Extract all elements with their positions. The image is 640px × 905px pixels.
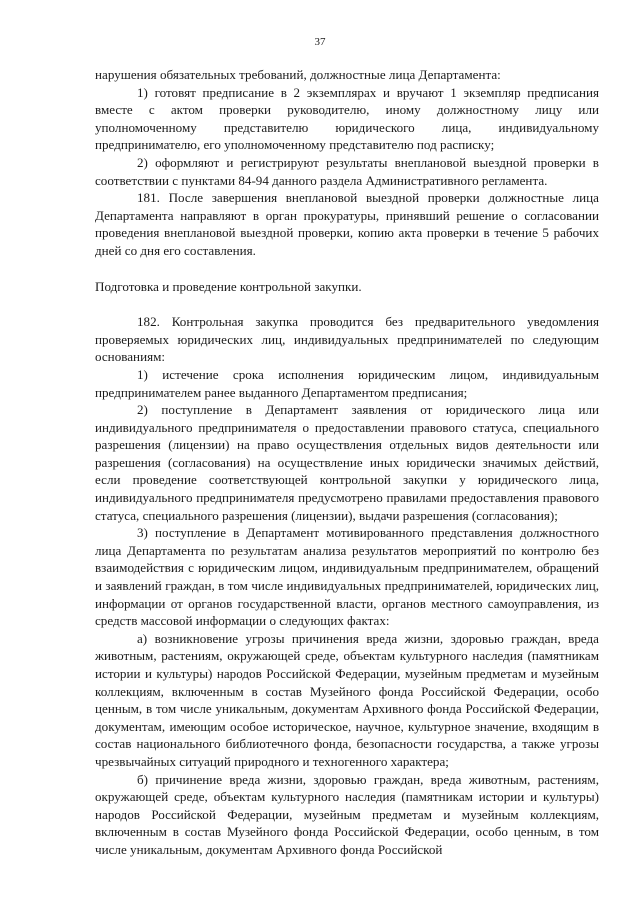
paragraph-182-item-3: 3) поступление в Департамент мотивированного представления должностного лица Департамента по результатам анализа результатов мероприятий по контролю без взаимодействия с юридическим лицом, индивидуальным предпринимателем, обращений и заявлений граждан, в том числе индивидуальных предпринимателей, юридических лиц, информации от органов государственной власти, органов местного самоуправления, из средств массовой информации о следующих фактах:	[95, 525, 599, 629]
document-body	[95, 66, 599, 859]
paragraph-182-subitem-a: а) возникновение угрозы причинения вреда жизни, здоровью граждан, вреда животным, растениям, окружающей среде, объектам культурного наследия (памятникам истории и культуры) народов Российской Федерации, музейным предметам и музейным коллекциям, включенным в состав Музейного фонда Российской Федерации, особо ценным, в том числе уникальным, документам Архивного фонда Российской Федерации, документам, имеющим особое историческое, научное, культурное значение, входящим в состав национального библиотечного фонда, безопасности государства, а также угрозы чрезвычайных ситуаций природного и техногенного характера;	[95, 630, 599, 769]
paragraph-182-item-1: 1) истечение срока исполнения юридическим лицом, индивидуальным предпринимателем ранее выданного Департаментом предписания;	[95, 366, 599, 400]
paragraph-182: 182. Контрольная закупка проводится без предварительного уведомления проверяемых юридических лиц, индивидуальных предпринимателей по следующим основаниям:	[95, 314, 599, 365]
section-heading: Подготовка и проведение контрольной закупки.	[95, 278, 362, 294]
page-number: 37	[314, 36, 326, 48]
paragraph-item-2: 2) оформляют и регистрируют результаты внеплановой выездной проверки в соответствии с пунктами 84-94 данного раздела Административного регламента.	[95, 154, 599, 188]
paragraph-continuation: нарушения обязательных требований, должностные лица Департамента:	[95, 67, 501, 82]
paragraph-item-1: 1) готовят предписание в 2 экземплярах и вручают 1 экземпляр предписания вместе с актом проверки руководителю, иному должностному лицу или уполномоченному представителю юридического лица, индивидуальному предпринимателю, его уполномоченному представителю под расписку;	[95, 84, 599, 153]
paragraph-182-subitem-b: б) причинение вреда жизни, здоровью граждан, вреда животным, растениям, окружающей среде, объектам культурного наследия (памятникам истории и культуры) народов Российской Федерации, музейным предметам и музейным коллекциям, включенным в состав Музейного фонда Российской Федерации, особо ценным, в том числе уникальным, документам Архивного фонда Российской	[95, 771, 599, 857]
paragraph-181: 181. После завершения внеплановой выездной проверки должностные лица Департамента направляют в орган прокуратуры, принявший решение о согласовании проведения внеплановой выездной проверки, копию акта проверки в течение 5 рабочих дней со дня его составления.	[95, 190, 599, 258]
paragraph-182-item-2: 2) поступление в Департамент заявления от юридического лица или индивидуального предпринимателя о предоставлении правового статуса, специального разрешения (лицензии) на право осуществления отдельных видов деятельности или разрешения (согласования) на осуществление иных юридически значимых действий, если проведение соответствующей контрольной закупки у юридического лица, индивидуального предпринимателя предусмотрено правилами предоставления правового статуса, специального разрешения (лицензии), выдачи разрешения (согласования);	[95, 402, 599, 523]
